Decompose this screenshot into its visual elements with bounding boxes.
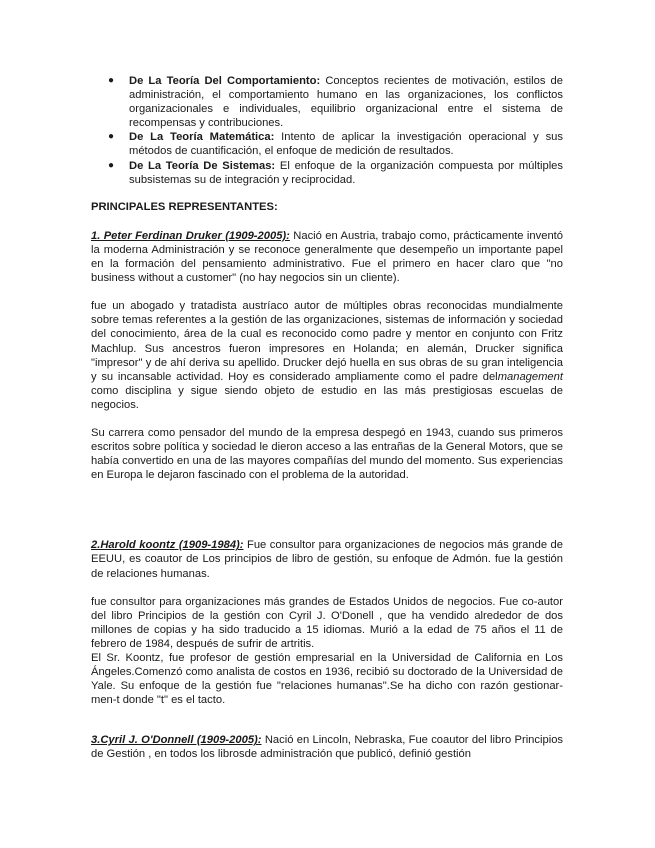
odonnell-intro-paragraph [91, 733, 563, 761]
bullet-icon: ● [108, 75, 115, 86]
bullet-text: Intento de aplicar la investigación operacional y sus métodos de cuantificación, el enfoque de medición de resultados. [129, 131, 563, 158]
koontz-intro-text: Fue consultor para organizaciones de negocios más grande de EEUU, es coautor de Los principios de libro de gestión, su enfoque de Admón. fue la gestión de relaciones humanas. [91, 539, 563, 580]
bullet-item-matematica [108, 130, 563, 158]
koontz-paragraph-3: El Sr. Koontz, fue profesor de gestión empresarial en la Universidad de California en Los Ángeles.Comenzó como analista de costos en 1936, recibió su doctorado de la Universidad de Yale. Su enfoque de la gestión fue "relaciones humanas".Se ha dicho con razón gestionar-men-t donde "t" es el tacto. [91, 652, 563, 707]
koontz-paragraph-2: fue consultor para organizaciones más grandes de Estados Unidos de negocios. Fue co-autor del libro Principios de la gestión con Cyril J. O'Donell , que ha vendido alrededor de dos millones de copias y ha sido traducido a 15 idiomas. Murió a la edad de 75 años el 11 de febrero de 1984, después de sufrir de artritis. [91, 595, 563, 650]
drucker-p2-before: fue un abogado y tratadista austríaco autor de múltiples obras reconocidas mundialmente sobre temas referentes a la gestión de las organizaciones, sistemas de información y sociedad del conocimiento, área de la cual es reconocido como padre y mentor en conjunto con Fritz Machlup. Sus ancestros fueron impresores en Holanda; en alemán, Drucker significa "impresor" y de ahí deriva su apellido. Drucker dejó huella en sus obras de su gran inteligencia y su incansable actividad. Hoy es considerado ampliamente como el padre del [91, 300, 563, 383]
bullet-text: Conceptos recientes de motivación, estilos de administración, el comportamiento humano en las organizaciones, los conflictos organizacionales e individuales, equilibrio organizacional entre el sistema de recompensas y contribuciones. [129, 75, 563, 130]
bullet-label: De La Teoría Matemática: [129, 131, 275, 144]
odonnell-name: 3.Cyril J. O'Donnell (1909-2005): [91, 734, 262, 747]
bullet-item-comportamiento [108, 74, 563, 130]
drucker-p2-em: management [497, 370, 563, 383]
bullet-label: De La Teoría Del Comportamiento: [129, 75, 321, 87]
drucker-intro-paragraph [91, 229, 563, 285]
koontz-intro-paragraph [91, 538, 563, 580]
drucker-name: 1. Peter Ferdinan Druker (1909-2005): [91, 229, 290, 242]
drucker-paragraph-2 [91, 299, 563, 412]
bullet-item-sistemas [108, 159, 563, 187]
section-title: PRINCIPALES REPRESENTANTES: [91, 200, 278, 213]
drucker-p2-after: como disciplina y sigue siendo objeto de estudio en las más prestigiosas escuelas de negocios. [91, 384, 563, 411]
odonnell-intro-text: Nació en Lincoln, Nebraska, Fue coautor del libro Principios de Gestión , en todos los librosde administración que publicó, definió gestión [91, 734, 564, 761]
bullet-label: De La Teoría De Sistemas: [129, 159, 276, 172]
bullet-icon: ● [108, 159, 115, 171]
bullet-icon: ● [108, 131, 115, 143]
koontz-name: 2.Harold koontz (1909-1984): [91, 539, 244, 552]
drucker-intro-text: Nació en Austria, trabajo como, prácticamente inventó la moderna Administración y se reconoce generalmente que desempeño un importante papel en la formación del pensamiento administrativo. Fue el primero en hacer claro que "no business without a customer" (no hay negocios sin un cliente). [91, 229, 563, 285]
drucker-paragraph-3: Su carrera como pensador del mundo de la empresa despegó en 1943, cuando sus primeros escritos sobre política y sociedad le dieron acceso a las entrañas de la General Motors, que se había convertido en una de las mayores compañías del mundo del momento. Sus experiencias en Europa le dejaron fascinado con el problema de la autoridad. [91, 426, 563, 482]
bullet-text: El enfoque de la organización compuesta por múltiples subsistemas su de integración y reciprocidad. [129, 159, 563, 186]
theory-bullet-list [91, 74, 563, 187]
